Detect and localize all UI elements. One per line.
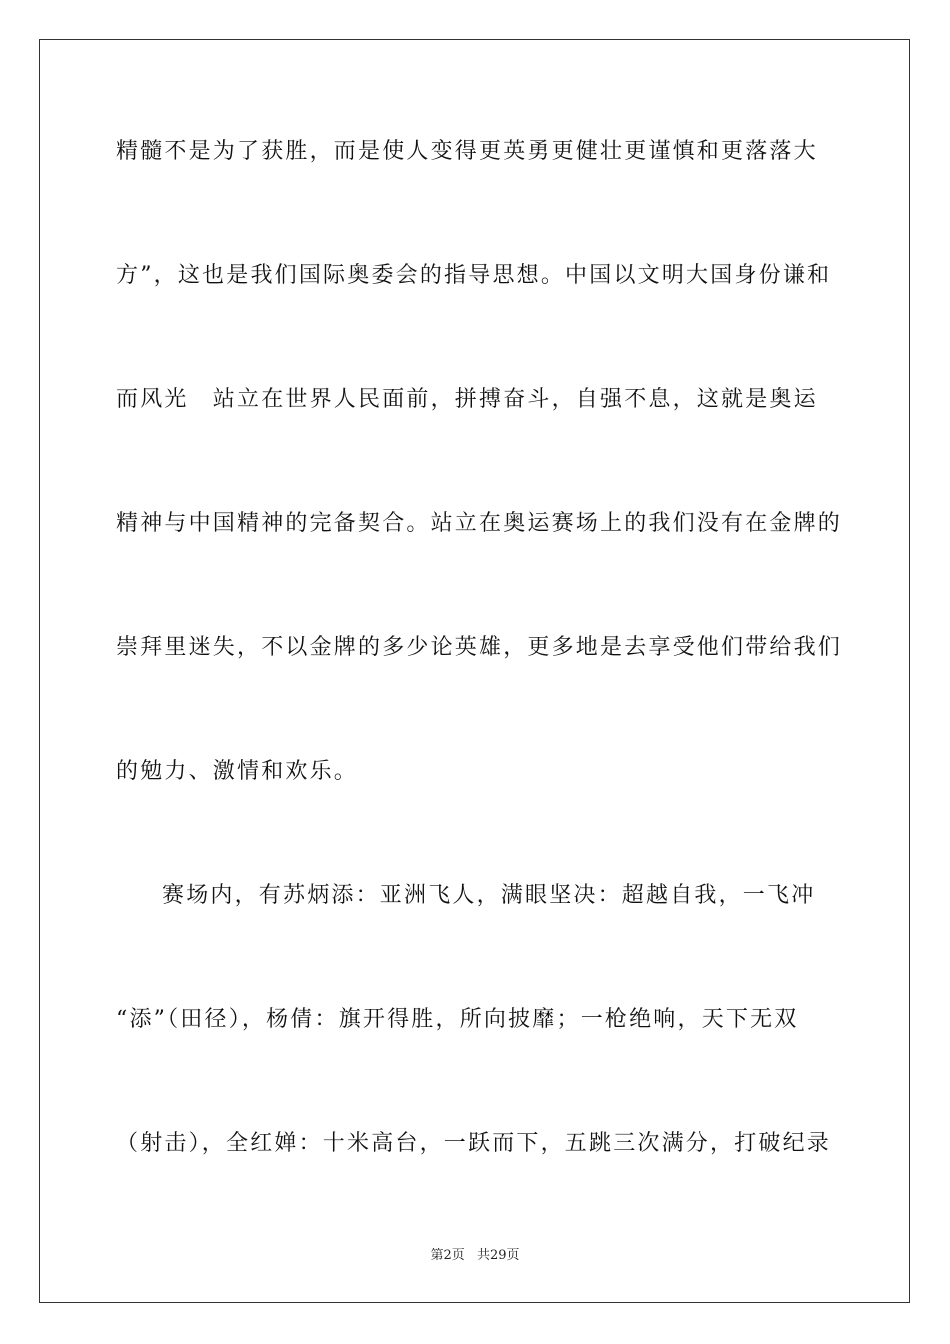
text-line-5: 崇拜里迷失，不以金牌的多少论英雄，更多地是去享受他们带给我们 [116, 635, 843, 660]
text-line-1: 精髓不是为了获胜，而是使人变得更英勇更健壮更谨慎和更落落大 [116, 139, 818, 164]
text-line-8: “添”（田径），杨倩：旗开得胜，所向披靡；一枪绝响，天下无双 [116, 1007, 799, 1032]
text-line-9: （射击），全红婵：十米高台，一跃而下，五跳三次满分，打破纪录 [116, 1131, 832, 1156]
page-number: 第2页 [430, 1248, 465, 1263]
text-line-4: 精神与中国精神的完备契合。站立在奥运赛场上的我们没有在金牌的 [116, 511, 843, 536]
text-line-2: 方”，这也是我们国际奥委会的指导思想。中国以文明大国身份谦和 [116, 263, 832, 288]
text-line-7: 赛场内，有苏炳添：亚洲飞人，满眼坚决：超越自我，一飞冲 [162, 883, 816, 908]
text-line-3: 而风光 站立在世界人民面前，拼搏奋斗，自强不息，这就是奥运 [116, 387, 818, 412]
page-footer [0, 1247, 950, 1265]
text-line-6: 的勉力、激情和欢乐。 [116, 759, 359, 784]
total-pages: 共29页 [476, 1248, 520, 1263]
page-border [39, 39, 910, 1303]
